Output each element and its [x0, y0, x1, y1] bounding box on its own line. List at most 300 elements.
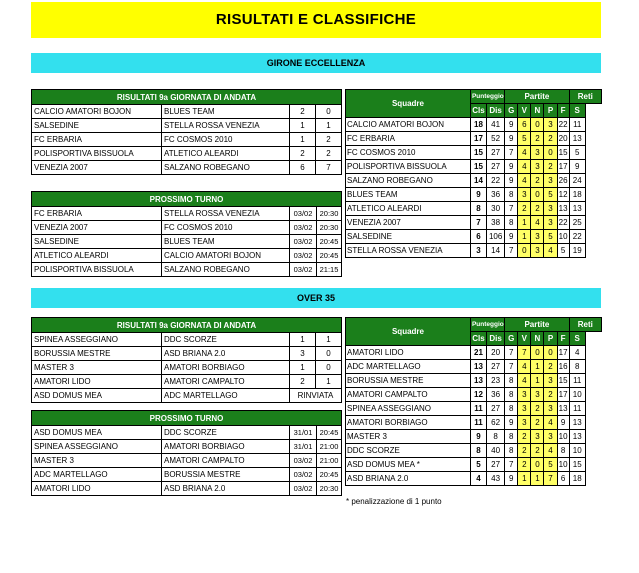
fixture-date: 31/01	[290, 426, 317, 440]
played: 7	[505, 346, 518, 360]
drawn: 2	[531, 402, 544, 416]
match-status: RINVIATA	[290, 389, 342, 403]
header-goals: Reti	[569, 318, 601, 332]
home-team: POLISPORTIVA BISSUOLA	[32, 147, 162, 161]
goals-for: 10	[557, 230, 569, 244]
points: 13	[470, 360, 486, 374]
lost: 2	[544, 132, 557, 146]
won: 3	[518, 402, 531, 416]
fixture-date: 03/02	[290, 468, 317, 482]
played: 8	[505, 374, 518, 388]
header-matches: Partite	[505, 90, 569, 104]
standings-row	[346, 146, 602, 160]
header-cls: Cls	[470, 104, 486, 118]
header-team: Squadre	[346, 90, 471, 118]
away-team: ASD BRIANA 2.0	[162, 347, 290, 361]
goals-for: 10	[557, 458, 569, 472]
away-team: STELLA ROSSA VENEZIA	[162, 119, 290, 133]
fixture-date: 03/02	[290, 263, 317, 277]
fixture-date: 03/02	[290, 454, 317, 468]
fixture-time: 20:45	[317, 249, 342, 263]
drawn: 1	[531, 360, 544, 374]
discipline: 30	[487, 202, 505, 216]
discipline: 27	[487, 160, 505, 174]
goals-for: 15	[557, 374, 569, 388]
team-name: ATLETICO ALEARDI	[346, 202, 471, 216]
goals-against: 13	[569, 132, 585, 146]
away-team: AMATORI BORBIAGO	[162, 440, 290, 454]
header-p: P	[544, 104, 557, 118]
away-team: ATLETICO ALEARDI	[162, 147, 290, 161]
drawn: 2	[531, 174, 544, 188]
fixture-row	[32, 263, 342, 277]
away-team: ADC MARTELLAGO	[162, 389, 290, 403]
points: 5	[470, 458, 486, 472]
discipline: 8	[487, 430, 505, 444]
played: 9	[505, 174, 518, 188]
standings-row	[346, 230, 602, 244]
points: 9	[470, 430, 486, 444]
away-team: AMATORI CAMPALTO	[162, 454, 290, 468]
goals-for: 9	[557, 416, 569, 430]
discipline: 52	[487, 132, 505, 146]
lost: 0	[544, 146, 557, 160]
goals-against: 13	[569, 202, 585, 216]
lost: 4	[544, 416, 557, 430]
lost: 4	[544, 244, 557, 258]
goals-against: 18	[569, 188, 585, 202]
goals-for: 13	[557, 402, 569, 416]
results-title: RISULTATI 9a GIORNATA DI ANDATA	[32, 318, 342, 333]
played: 7	[505, 202, 518, 216]
won: 0	[518, 244, 531, 258]
drawn: 3	[531, 160, 544, 174]
standings-row	[346, 444, 602, 458]
lost: 7	[544, 472, 557, 486]
penalty-note: * penalizzazione di 1 punto	[346, 497, 442, 506]
lost: 5	[544, 230, 557, 244]
lost: 3	[544, 402, 557, 416]
discipline: 43	[487, 472, 505, 486]
home-team: ADC MARTELLAGO	[32, 468, 162, 482]
goals-for: 26	[557, 174, 569, 188]
team-name: DDC SCORZE	[346, 444, 471, 458]
home-score: 2	[290, 375, 316, 389]
drawn: 0	[531, 188, 544, 202]
result-row	[32, 133, 342, 147]
discipline: 27	[487, 458, 505, 472]
standings-row	[346, 174, 602, 188]
section-header-eccellenza: GIRONE ECCELLENZA	[31, 53, 601, 73]
standings-table-over35	[345, 317, 602, 486]
won: 3	[518, 188, 531, 202]
team-name: ADC MARTELLAGO	[346, 360, 471, 374]
discipline: 23	[487, 374, 505, 388]
played: 8	[505, 188, 518, 202]
fixture-date: 03/02	[290, 221, 317, 235]
fixture-row	[32, 235, 342, 249]
goals-for: 22	[557, 118, 569, 132]
standings-row	[346, 472, 602, 486]
goals-for: 20	[557, 132, 569, 146]
away-score: 2	[316, 147, 342, 161]
standings-row	[346, 416, 602, 430]
away-team: BORUSSIA MESTRE	[162, 468, 290, 482]
drawn: 2	[531, 416, 544, 430]
header-dis: Dis	[487, 104, 505, 118]
played: 8	[505, 402, 518, 416]
lost: 4	[544, 444, 557, 458]
away-score: 0	[316, 361, 342, 375]
team-name: SALZANO ROBEGANO	[346, 174, 471, 188]
discipline: 14	[487, 244, 505, 258]
played: 7	[505, 458, 518, 472]
goals-against: 4	[569, 346, 585, 360]
results-table-over35	[31, 317, 342, 403]
away-team: FC COSMOS 2010	[162, 133, 290, 147]
goals-against: 11	[569, 118, 585, 132]
home-score: 2	[290, 147, 316, 161]
lost: 2	[544, 160, 557, 174]
home-score: 2	[290, 105, 316, 119]
home-team: AMATORI LIDO	[32, 375, 162, 389]
won: 2	[518, 202, 531, 216]
team-name: CALCIO AMATORI BOJON	[346, 118, 471, 132]
points: 8	[470, 202, 486, 216]
fixture-date: 03/02	[290, 207, 317, 221]
away-team: SALZANO ROBEGANO	[162, 161, 290, 175]
fixture-time: 21:15	[317, 263, 342, 277]
next-round-title: PROSSIMO TURNO	[32, 411, 342, 426]
team-name: FC COSMOS 2010	[346, 146, 471, 160]
next-round-title: PROSSIMO TURNO	[32, 192, 342, 207]
header-f: F	[557, 104, 569, 118]
standings-row	[346, 188, 602, 202]
discipline: 27	[487, 360, 505, 374]
lost: 2	[544, 360, 557, 374]
standings-row	[346, 402, 602, 416]
drawn: 3	[531, 430, 544, 444]
goals-for: 12	[557, 188, 569, 202]
team-name: AMATORI CAMPALTO	[346, 388, 471, 402]
home-team: ASD DOMUS MEA	[32, 389, 162, 403]
discipline: 36	[487, 188, 505, 202]
away-team: STELLA ROSSA VENEZIA	[162, 207, 290, 221]
points: 18	[470, 118, 486, 132]
fixture-row	[32, 468, 342, 482]
header-matches: Partite	[505, 318, 569, 332]
home-team: CALCIO AMATORI BOJON	[32, 105, 162, 119]
away-score: 1	[316, 333, 342, 347]
result-row	[32, 119, 342, 133]
team-name: SPINEA ASSEGGIANO	[346, 402, 471, 416]
away-team: SALZANO ROBEGANO	[162, 263, 290, 277]
standings-row	[346, 216, 602, 230]
points: 12	[470, 388, 486, 402]
discipline: 40	[487, 444, 505, 458]
points: 8	[470, 444, 486, 458]
goals-against: 10	[569, 444, 585, 458]
goals-for: 5	[557, 244, 569, 258]
away-score: 1	[316, 375, 342, 389]
away-team: CALCIO AMATORI BOJON	[162, 249, 290, 263]
away-score: 0	[316, 105, 342, 119]
fixture-time: 20:30	[317, 207, 342, 221]
won: 4	[518, 374, 531, 388]
home-score: 1	[290, 361, 316, 375]
won: 4	[518, 174, 531, 188]
header-team: Squadre	[346, 318, 471, 346]
lost: 3	[544, 430, 557, 444]
won: 1	[518, 216, 531, 230]
points: 11	[470, 416, 486, 430]
points: 11	[470, 402, 486, 416]
won: 4	[518, 160, 531, 174]
drawn: 0	[531, 346, 544, 360]
home-team: MASTER 3	[32, 454, 162, 468]
team-name: ASD DOMUS MEA *	[346, 458, 471, 472]
goals-for: 22	[557, 216, 569, 230]
points: 13	[470, 374, 486, 388]
header-v: V	[518, 104, 531, 118]
away-score: 2	[316, 133, 342, 147]
fixture-date: 03/02	[290, 249, 317, 263]
team-name: MASTER 3	[346, 430, 471, 444]
goals-against: 18	[569, 472, 585, 486]
home-team: VENEZIA 2007	[32, 221, 162, 235]
standings-row	[346, 244, 602, 258]
away-team: DDC SCORZE	[162, 426, 290, 440]
discipline: 27	[487, 402, 505, 416]
drawn: 0	[531, 458, 544, 472]
standings-row	[346, 202, 602, 216]
standings-row	[346, 160, 602, 174]
fixture-time: 21:00	[317, 454, 342, 468]
points: 21	[470, 346, 486, 360]
played: 9	[505, 132, 518, 146]
home-score: 1	[290, 133, 316, 147]
points: 17	[470, 132, 486, 146]
away-score: 7	[316, 161, 342, 175]
header-points: Punteggio	[470, 318, 504, 332]
played: 9	[505, 160, 518, 174]
home-team: SALSEDINE	[32, 235, 162, 249]
drawn: 3	[531, 146, 544, 160]
goals-against: 19	[569, 244, 585, 258]
home-team: FC ERBARIA	[32, 133, 162, 147]
played: 8	[505, 444, 518, 458]
points: 15	[470, 146, 486, 160]
fixture-row	[32, 440, 342, 454]
drawn: 2	[531, 132, 544, 146]
header-s: S	[569, 104, 585, 118]
points: 7	[470, 216, 486, 230]
goals-for: 8	[557, 444, 569, 458]
discipline: 36	[487, 388, 505, 402]
home-score: 6	[290, 161, 316, 175]
fixture-date: 03/02	[290, 482, 317, 496]
header-points: Punteggio	[470, 90, 504, 104]
team-name: BLUES TEAM	[346, 188, 471, 202]
away-team: BLUES TEAM	[162, 105, 290, 119]
drawn: 4	[531, 216, 544, 230]
header-p: P	[544, 332, 557, 346]
won: 5	[518, 132, 531, 146]
lost: 3	[544, 216, 557, 230]
standings-row	[346, 374, 602, 388]
lost: 5	[544, 188, 557, 202]
won: 3	[518, 416, 531, 430]
points: 14	[470, 174, 486, 188]
fixture-date: 03/02	[290, 235, 317, 249]
drawn: 3	[531, 244, 544, 258]
points: 3	[470, 244, 486, 258]
lost: 2	[544, 388, 557, 402]
fixture-time: 20:45	[317, 426, 342, 440]
played: 9	[505, 416, 518, 430]
goals-against: 15	[569, 458, 585, 472]
lost: 3	[544, 118, 557, 132]
home-score: 3	[290, 347, 316, 361]
won: 4	[518, 146, 531, 160]
lost: 0	[544, 346, 557, 360]
points: 9	[470, 188, 486, 202]
header-goals: Reti	[569, 90, 601, 104]
lost: 3	[544, 202, 557, 216]
discipline: 22	[487, 174, 505, 188]
fixture-row	[32, 249, 342, 263]
result-row	[32, 105, 342, 119]
home-score: 1	[290, 333, 316, 347]
home-team: MASTER 3	[32, 361, 162, 375]
goals-for: 16	[557, 360, 569, 374]
won: 6	[518, 118, 531, 132]
discipline: 62	[487, 416, 505, 430]
away-team: AMATORI CAMPALTO	[162, 375, 290, 389]
goals-for: 15	[557, 146, 569, 160]
home-team: FC ERBARIA	[32, 207, 162, 221]
discipline: 20	[487, 346, 505, 360]
won: 1	[518, 472, 531, 486]
header-s: S	[569, 332, 585, 346]
goals-against: 11	[569, 402, 585, 416]
next-round-table-over35	[31, 410, 342, 496]
points: 4	[470, 472, 486, 486]
result-row	[32, 161, 342, 175]
away-score: 1	[316, 119, 342, 133]
next-round-table-eccellenza	[31, 191, 342, 277]
drawn: 0	[531, 118, 544, 132]
fixture-time: 21:00	[317, 440, 342, 454]
drawn: 1	[531, 472, 544, 486]
home-team: ASD DOMUS MEA	[32, 426, 162, 440]
won: 2	[518, 444, 531, 458]
goals-against: 25	[569, 216, 585, 230]
fixture-date: 31/01	[290, 440, 317, 454]
result-row	[32, 389, 342, 403]
team-name: AMATORI BORBIAGO	[346, 416, 471, 430]
lost: 3	[544, 374, 557, 388]
team-name: SALSEDINE	[346, 230, 471, 244]
played: 9	[505, 118, 518, 132]
header-n: N	[531, 332, 544, 346]
header-n: N	[531, 104, 544, 118]
goals-against: 13	[569, 430, 585, 444]
section-header-over35: OVER 35	[31, 288, 601, 308]
fixture-row	[32, 426, 342, 440]
standings-row	[346, 118, 602, 132]
home-team: SPINEA ASSEGGIANO	[32, 333, 162, 347]
fixture-time: 20:30	[317, 482, 342, 496]
away-team: ASD BRIANA 2.0	[162, 482, 290, 496]
goals-against: 5	[569, 146, 585, 160]
goals-against: 8	[569, 360, 585, 374]
away-team: AMATORI BORBIAGO	[162, 361, 290, 375]
played: 8	[505, 388, 518, 402]
header-dis: Dis	[487, 332, 505, 346]
results-title: RISULTATI 9a GIORNATA DI ANDATA	[32, 90, 342, 105]
header-g: G	[505, 104, 518, 118]
drawn: 3	[531, 388, 544, 402]
standings-row	[346, 132, 602, 146]
discipline: 38	[487, 216, 505, 230]
goals-for: 17	[557, 346, 569, 360]
points: 6	[470, 230, 486, 244]
result-row	[32, 347, 342, 361]
won: 2	[518, 430, 531, 444]
header-cls: Cls	[470, 332, 486, 346]
team-name: STELLA ROSSA VENEZIA	[346, 244, 471, 258]
played: 7	[505, 146, 518, 160]
played: 9	[505, 472, 518, 486]
header-f: F	[557, 332, 569, 346]
lost: 5	[544, 458, 557, 472]
goals-against: 13	[569, 416, 585, 430]
won: 3	[518, 388, 531, 402]
goals-for: 6	[557, 472, 569, 486]
goals-against: 10	[569, 388, 585, 402]
discipline: 106	[487, 230, 505, 244]
played: 9	[505, 230, 518, 244]
result-row	[32, 375, 342, 389]
won: 4	[518, 360, 531, 374]
home-score: 1	[290, 119, 316, 133]
standings-row	[346, 388, 602, 402]
fixture-row	[32, 221, 342, 235]
fixture-time: 20:45	[317, 468, 342, 482]
away-team: DDC SCORZE	[162, 333, 290, 347]
won: 7	[518, 346, 531, 360]
played: 7	[505, 244, 518, 258]
drawn: 3	[531, 230, 544, 244]
away-score: 0	[316, 347, 342, 361]
goals-for: 17	[557, 160, 569, 174]
team-name: VENEZIA 2007	[346, 216, 471, 230]
fixture-row	[32, 454, 342, 468]
away-team: BLUES TEAM	[162, 235, 290, 249]
lost: 3	[544, 174, 557, 188]
drawn: 1	[531, 374, 544, 388]
team-name: POLISPORTIVA BISSUOLA	[346, 160, 471, 174]
goals-for: 10	[557, 430, 569, 444]
goals-against: 22	[569, 230, 585, 244]
goals-against: 9	[569, 160, 585, 174]
home-team: SALSEDINE	[32, 119, 162, 133]
won: 2	[518, 458, 531, 472]
fixture-row	[32, 482, 342, 496]
drawn: 2	[531, 444, 544, 458]
won: 1	[518, 230, 531, 244]
